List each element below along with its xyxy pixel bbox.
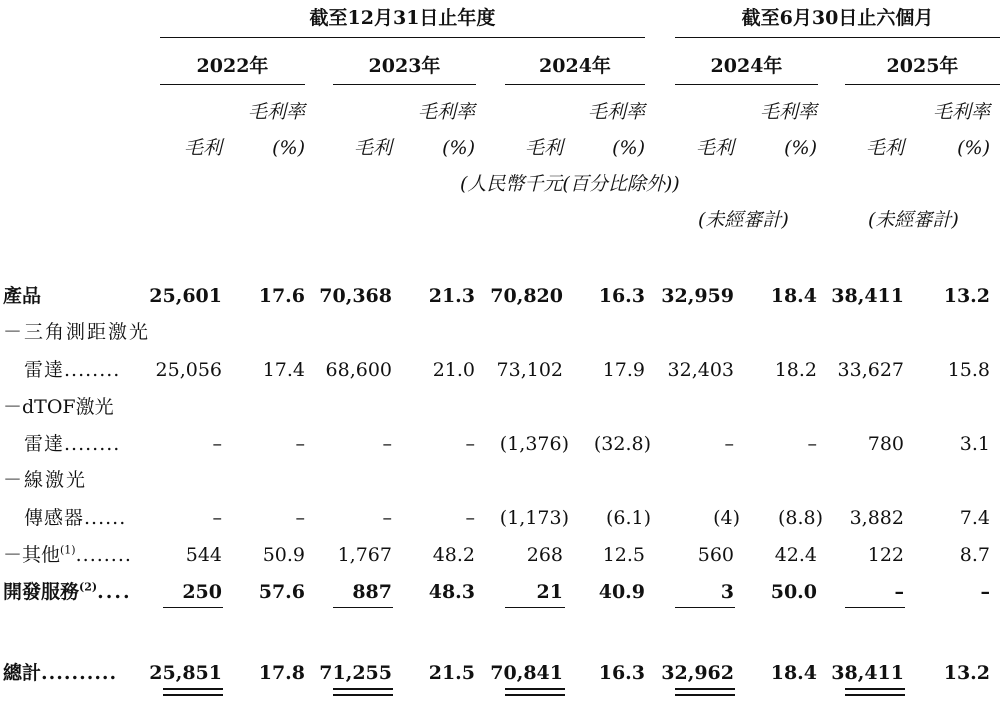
col-header-gross-profit: 毛利 [353, 137, 392, 159]
year-underline [505, 84, 645, 85]
table-cell: 12.5 [602, 544, 645, 566]
total-double-rule [505, 694, 565, 696]
subtotal-rule [163, 607, 223, 608]
table-cell: 7.4 [959, 507, 990, 529]
table-cell: (8.8) [777, 507, 823, 529]
table-cell: 1,767 [337, 544, 392, 566]
table-cell: 48.2 [432, 544, 475, 566]
table-cell: 32,959 [661, 285, 734, 307]
subtotal-rule [505, 607, 565, 608]
table-cell: – [212, 507, 222, 529]
unaudited-note: (未經審計) [868, 209, 959, 231]
footnote-marker: (1) [60, 543, 76, 557]
group-underline-half-year [675, 37, 1000, 38]
table-cell: 70,368 [319, 285, 392, 307]
table-cell: 21.5 [428, 662, 475, 684]
col-header-gross-profit: 毛利 [695, 137, 734, 159]
table-cell: 32,403 [667, 359, 734, 381]
total-double-rule [675, 688, 735, 690]
year-underline [333, 84, 476, 85]
table-cell: 544 [185, 544, 222, 566]
col-header-margin-rate: 毛利率 [932, 101, 990, 123]
table-cell: (1,173) [499, 507, 569, 529]
table-cell: 38,411 [831, 285, 904, 307]
table-cell: 8.7 [959, 544, 990, 566]
table-cell: 57.6 [258, 581, 305, 603]
year-header-2023: 2023年 [368, 55, 441, 77]
unaudited-note: (未經審計) [698, 209, 789, 231]
row-label-triangulation-line1: －三角測距激光 [3, 321, 151, 343]
year-header-2024: 2024年 [539, 55, 611, 77]
table-cell: 68,600 [325, 359, 392, 381]
table-cell: 50.0 [770, 581, 817, 603]
table-cell: 21.0 [432, 359, 475, 381]
table-cell: 887 [352, 581, 392, 603]
table-cell: 268 [526, 544, 563, 566]
total-double-rule [845, 688, 905, 690]
table-cell: 13.2 [943, 662, 990, 684]
table-cell: 18.4 [770, 285, 817, 307]
table-cell: (6.1) [605, 507, 651, 529]
total-double-rule [333, 694, 393, 696]
group-header-half-year: 截至6月30日止六個月 [741, 7, 934, 29]
col-header-percent: (%) [272, 137, 305, 159]
year-header-2024-h1: 2024年 [710, 55, 783, 77]
table-cell: 560 [697, 544, 734, 566]
table-cell: 18.2 [774, 359, 817, 381]
table-cell: 17.8 [258, 662, 305, 684]
table-cell: 71,255 [319, 662, 392, 684]
col-header-percent: (%) [612, 137, 645, 159]
year-underline [160, 84, 305, 85]
table-cell: 42.4 [774, 544, 817, 566]
total-double-rule [333, 688, 393, 690]
total-double-rule [505, 688, 565, 690]
table-cell: 16.3 [598, 285, 645, 307]
col-header-margin-rate: 毛利率 [587, 101, 645, 123]
row-label-dev-services: 開發服務$^{(2)}$.... [3, 580, 132, 603]
total-double-rule [845, 694, 905, 696]
table-cell: 17.6 [258, 285, 305, 307]
subtotal-rule [675, 607, 735, 608]
table-cell: 33,627 [837, 359, 904, 381]
table-cell: 15.8 [947, 359, 990, 381]
total-double-rule [163, 694, 223, 696]
table-cell: 3,882 [849, 507, 904, 529]
year-header-2025-h1: 2025年 [886, 55, 959, 77]
table-cell: (1,376) [499, 433, 569, 455]
table-cell: 780 [867, 433, 904, 455]
table-cell: 3 [720, 581, 734, 603]
table-cell: 16.3 [598, 662, 645, 684]
table-cell: 32,962 [661, 662, 734, 684]
total-double-rule [675, 694, 735, 696]
col-header-gross-profit: 毛利 [183, 137, 222, 159]
table-cell: 25,851 [149, 662, 222, 684]
col-header-gross-profit: 毛利 [524, 137, 563, 159]
table-cell: 250 [182, 581, 222, 603]
table-cell: – [894, 581, 904, 603]
table-cell: (4) [713, 507, 740, 529]
group-underline-annual [160, 37, 645, 38]
col-header-percent: (%) [442, 137, 475, 159]
table-cell: – [465, 507, 475, 529]
group-header-annual: 截至12月31日止年度 [309, 7, 496, 29]
col-header-gross-profit: 毛利 [865, 137, 904, 159]
row-label-dtof-line1: －dTOF激光 [3, 396, 114, 418]
table-cell: – [724, 433, 734, 455]
table-cell: 38,411 [831, 662, 904, 684]
table-cell: 25,601 [149, 285, 222, 307]
table-cell: 17.4 [262, 359, 305, 381]
col-header-percent: (%) [957, 137, 990, 159]
row-label-total: 總計.......... [3, 662, 118, 684]
table-cell: 122 [867, 544, 904, 566]
unit-note: (人民幣千元(百分比除外)) [460, 173, 680, 195]
table-cell: 70,841 [490, 662, 563, 684]
col-header-margin-rate: 毛利率 [247, 101, 305, 123]
subtotal-rule [333, 607, 393, 608]
footnote-marker: (2) [79, 580, 98, 594]
table-cell: 13.2 [943, 285, 990, 307]
row-label-triangulation-line2: 雷達........ [24, 359, 121, 381]
table-cell: (32.8) [593, 433, 651, 455]
table-cell: 3.1 [959, 433, 990, 455]
table-cell: – [212, 433, 222, 455]
table-cell: 21.3 [428, 285, 475, 307]
table-cell: – [295, 433, 305, 455]
subtotal-rule [845, 607, 905, 608]
table-cell: 50.9 [262, 544, 305, 566]
row-label-others: －其他$^{(1)}$........ [3, 543, 132, 566]
year-underline [675, 84, 818, 85]
col-header-margin-rate: 毛利率 [759, 101, 817, 123]
table-cell: – [382, 433, 392, 455]
table-cell: 40.9 [598, 581, 645, 603]
table-cell: 21 [536, 581, 563, 603]
table-cell: 48.3 [428, 581, 475, 603]
year-header-2022: 2022年 [196, 55, 269, 77]
table-cell: 18.4 [770, 662, 817, 684]
table-cell: – [382, 507, 392, 529]
total-double-rule [163, 688, 223, 690]
col-header-margin-rate: 毛利率 [417, 101, 475, 123]
table-cell: 70,820 [490, 285, 563, 307]
row-label-products: 產品 [3, 285, 42, 307]
row-label-dtof-line2: 雷達........ [24, 433, 121, 455]
table-cell: – [295, 507, 305, 529]
table-cell: 25,056 [155, 359, 222, 381]
table-cell: – [807, 433, 817, 455]
table-cell: 17.9 [602, 359, 645, 381]
row-label-line-laser-line1: －線激光 [3, 469, 88, 491]
table-cell: – [980, 581, 990, 603]
year-underline [845, 84, 1000, 85]
table-cell: 73,102 [496, 359, 563, 381]
table-cell: – [465, 433, 475, 455]
row-label-line-laser-line2: 傳感器...... [24, 507, 127, 529]
col-header-percent: (%) [784, 137, 817, 159]
